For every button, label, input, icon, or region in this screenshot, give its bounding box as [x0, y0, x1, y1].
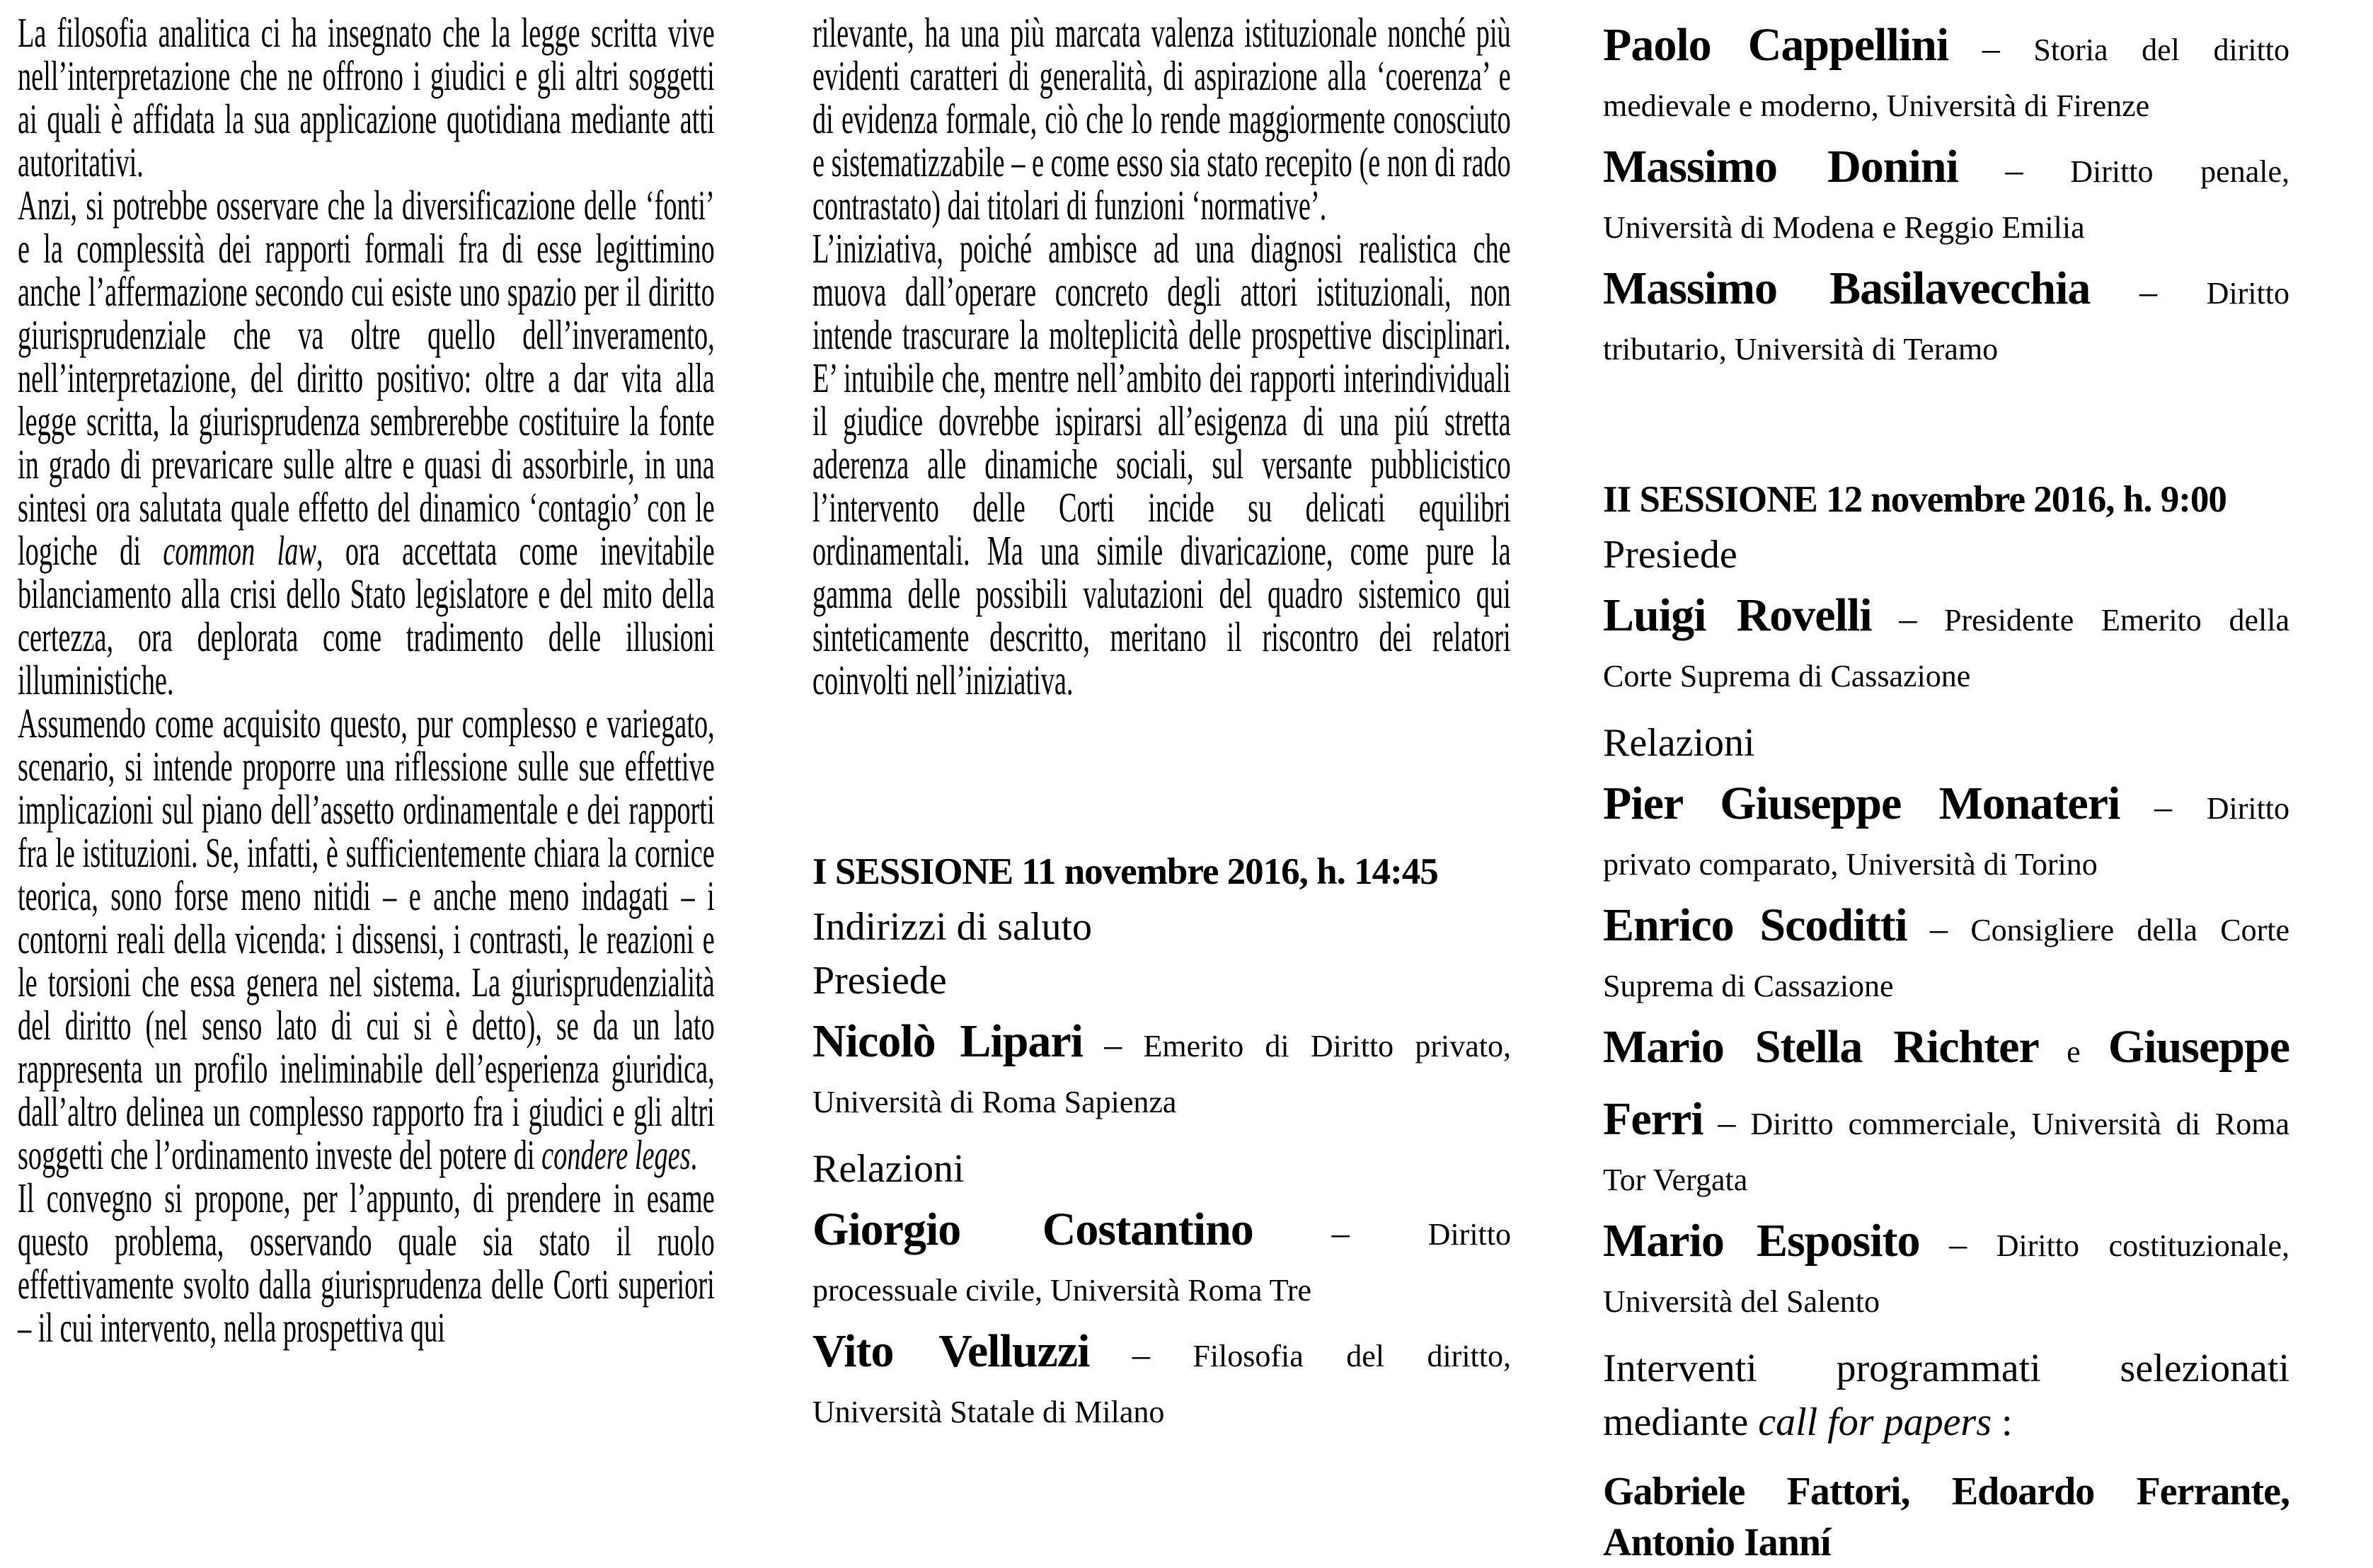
- speaker-entry-rovelli: [1603, 582, 2289, 699]
- speaker-name: Mario Esposito: [1603, 1215, 1920, 1267]
- cfp-text: mediante: [1603, 1400, 1759, 1444]
- speaker-affiliation: Università Statale di Milano: [812, 1395, 1165, 1429]
- speaker-name: Ferri: [1603, 1093, 1703, 1145]
- speaker-affiliation: processuale civile, Università Roma Tre: [812, 1273, 1312, 1308]
- dash-separator: –: [1132, 1334, 1150, 1374]
- speaker-role: Diritto: [1427, 1217, 1511, 1252]
- call-for-papers-block: [1603, 1342, 2289, 1449]
- speaker-affiliation: Suprema di Cassazione: [1603, 969, 1894, 1003]
- dash-separator: –: [1930, 909, 1948, 948]
- session-2-title: II SESSIONE 12 novembre 2016, h. 9:00: [1603, 479, 2227, 520]
- chair-label-session-1: Presiede: [812, 959, 947, 1003]
- intro-paragraph-5: [812, 11, 1511, 227]
- paragraph-text: .: [690, 1131, 698, 1178]
- paragraph-text: L’iniziativa, poiché ambisce ad una diagnosi realistica che muova dall’operare concreto degli attori istituzionali, non intende trascurare la molteplicità delle prospettive disciplinari. E’ intuibile che, mentre nell’ambito dei rapporti interindividuali il giudice dovrebbe ispirarsi all’esigenza di una piú stretta aderenza alle dinamiche sociali, sul versante pubblicistico l’intervento delle Corti incide su delicati equilibri ordinamentali. Ma una simile divaricazione, come pure la gamma delle possibili valutazioni del quadro sistemico qui sinteticamente descritto, meritano il riscontro dei relatori coinvolti nell’iniziativa.: [812, 225, 1511, 703]
- column-middle-program-session-1: [812, 0, 1511, 1439]
- session-2-block: [1603, 471, 2289, 1325]
- paragraph-text: Il convegno si propone, per l’appunto, di prendere in esame questo problema, osservando quale sia stato il ruolo effettivamente svolto dalla giurisprudenza delle Corti superiori – il cui intervento, nella prospettiva qui: [18, 1175, 715, 1351]
- cfp-text: :: [1992, 1400, 2013, 1444]
- dash-separator: –: [1331, 1213, 1350, 1252]
- speaker-name: Paolo Cappellini: [1603, 19, 1949, 71]
- paragraph-text: Anzi, si potrebbe osservare che la diversificazione delle ‘fonti’ e la complessità dei rapporti formali fra di esse legittimino anche l’affermazione secondo cui esiste uno spazio per il diritto giurisprudenziale che va oltre quello dell’inveramento, nell’interpretazione, del diritto positivo: oltre a dar vita alla legge scritta, la giurisprudenza sembrerebbe costituire la fonte in grado di prevaricare sulle altre e quasi di assorbirle, in una sintesi ora salutata quale effetto del dinamico ‘contagio’ con le logiche di: [18, 182, 715, 574]
- intro-paragraph-6: [812, 227, 1511, 702]
- speaker-name: Mario Stella Richter: [1603, 1021, 2039, 1073]
- reports-label-session-1: Relazioni: [812, 1147, 965, 1191]
- speaker-entry-velluzzi: [812, 1318, 1511, 1435]
- speaker-affiliation: Tor Vergata: [1603, 1163, 1748, 1197]
- speaker-name: Enrico Scoditti: [1603, 899, 1907, 951]
- speaker-name: Luigi Rovelli: [1603, 589, 1872, 641]
- speaker-entry-cappellini: [1603, 11, 2289, 129]
- greetings-label: Indirizzi di saluto: [812, 905, 1093, 949]
- selected-authors-line-2: Antonio Ianní: [1603, 1521, 1831, 1564]
- speaker-role: Diritto commerciale, Università di Roma: [1750, 1107, 2290, 1141]
- paragraph-text: La filosofia analitica ci ha insegnato che la legge scritta vive nell’interpretazione che ne offrono i giudici e gli altri soggetti ai quali è affidata la sua applicazione quotidiana mediante atti autoritativi.: [18, 9, 715, 185]
- speaker-affiliation: Università di Modena e Reggio Emilia: [1603, 210, 2085, 245]
- dash-separator: –: [1982, 28, 2000, 68]
- speaker-entry-donini: [1603, 133, 2289, 250]
- speaker-name: Massimo Basilavecchia: [1603, 263, 2091, 314]
- reports-label-session-2: Relazioni: [1603, 721, 1755, 765]
- column-right-program-session-2: [1603, 0, 2289, 1568]
- speaker-entry-costantino: [812, 1196, 1511, 1313]
- speaker-role: Storia del diritto: [2033, 33, 2290, 67]
- speaker-name: Giorgio Costantino: [812, 1204, 1253, 1255]
- intro-paragraph-1: [18, 11, 715, 184]
- conjunction-e: e: [2067, 1034, 2081, 1069]
- dash-separator: –: [1104, 1025, 1122, 1064]
- speaker-affiliation: Università di Roma Sapienza: [812, 1085, 1177, 1119]
- speaker-name: Nicolò Lipari: [812, 1015, 1084, 1067]
- speaker-name: Vito Velluzzi: [812, 1325, 1090, 1377]
- italic-phrase-condere-leges: condere leges: [541, 1131, 691, 1178]
- speaker-role: Diritto: [2206, 791, 2290, 826]
- speaker-affiliation: Università del Salento: [1603, 1284, 1880, 1319]
- dash-separator: –: [2154, 787, 2173, 826]
- speaker-entry-monateri: [1603, 770, 2289, 887]
- intro-paragraph-2: [18, 184, 715, 702]
- speaker-role: Consigliere della Corte: [1970, 913, 2289, 947]
- speaker-entry-stella-richter-ferri: [1603, 1013, 2289, 1203]
- dash-separator: –: [2005, 150, 2023, 190]
- speaker-role: Diritto penale,: [2070, 154, 2289, 189]
- selected-authors-line-1: Gabriele Fattori, Edoardo Ferrante,: [1603, 1470, 2289, 1514]
- italic-phrase-common-law: common law: [163, 527, 316, 574]
- paragraph-text: Assumendo come acquisito questo, pur complesso e variegato, scenario, si intende proporre una riflessione sulle sue effettive implicazioni sul piano dell’assetto ordinamentale e dei rapporti fra le istituzioni. Se, infatti, è sufficientemente chiara la cornice teorica, sono forse meno nitidi – e anche meno indagati – i contorni reali della vicenda: i dissensi, i contrasti, le reazioni e le torsioni che essa genera nel sistema. La giurisprudenzialità del diritto (nel senso lato di cui si è detto), se da un lato rappresenta un profilo ineliminabile dell’esperienza giuridica, dall’altro delinea un complesso rapporto fra i giudici e gli altri soggetti che l’ordinamento investe del potere di: [18, 700, 715, 1178]
- speaker-role: Filosofia del diritto,: [1193, 1339, 1511, 1373]
- chair-label-session-2: Presiede: [1603, 533, 1737, 577]
- paragraph-text: , ora accettata come inevitabile bilanciamento alla crisi dello Stato legislatore e del mito della certezza, ora deplorata come tradimento delle illusioni illuministiche.: [18, 527, 715, 703]
- intro-paragraph-3: [18, 702, 715, 1177]
- speaker-entry-lipari: [812, 1008, 1511, 1125]
- speaker-affiliation: privato comparato, Università di Torino: [1603, 847, 2098, 882]
- speaker-role: Emerito di Diritto privato,: [1143, 1029, 1512, 1063]
- dash-separator: –: [1718, 1102, 1736, 1142]
- speaker-role: Diritto: [2206, 276, 2289, 311]
- paragraph-text: rilevante, ha una più marcata valenza istituzionale nonché più evidenti caratteri di generalità, di aspirazione alla ‘coerenza’ e di evidenza formale, ciò che lo rende maggiormente conosciuto e sistematizzabile – e come esso sia stato recepito (e non di rado contrastato) dai titolari di funzioni ‘normative’.: [812, 9, 1511, 229]
- dash-separator: –: [2139, 272, 2158, 311]
- speaker-name: Giuseppe: [2108, 1021, 2289, 1073]
- speaker-affiliation: tributario, Università di Teramo: [1603, 332, 1999, 367]
- speaker-role: Diritto costituzionale,: [1996, 1228, 2290, 1263]
- dash-separator: –: [1949, 1224, 1967, 1264]
- intro-paragraph-4: [18, 1177, 715, 1349]
- speaker-affiliation: Corte Suprema di Cassazione: [1603, 659, 1971, 693]
- italic-phrase-call-for-papers: call for papers: [1758, 1400, 1992, 1444]
- speaker-name: Massimo Donini: [1603, 141, 1958, 192]
- speaker-name: Pier Giuseppe Monateri: [1603, 778, 2120, 829]
- call-for-papers-line-1: Interventi programmati selezionati: [1603, 1347, 2289, 1390]
- speaker-entry-basilavecchia: [1603, 255, 2289, 372]
- selected-authors-block: [1603, 1466, 2289, 1568]
- column-left-introduction: [18, 0, 715, 1349]
- speaker-affiliation: medievale e moderno, Università di Firenze: [1603, 88, 2150, 123]
- speaker-role: Presidente Emerito della: [1944, 603, 2289, 638]
- session-1-block: [812, 843, 1511, 1435]
- speaker-entry-esposito: [1603, 1207, 2289, 1325]
- call-for-papers-line-2: [1603, 1395, 2289, 1449]
- session-1-title: I SESSIONE 11 novembre 2016, h. 14:45: [812, 851, 1438, 892]
- dash-separator: –: [1899, 599, 1917, 638]
- speaker-entry-scoditti: [1603, 892, 2289, 1009]
